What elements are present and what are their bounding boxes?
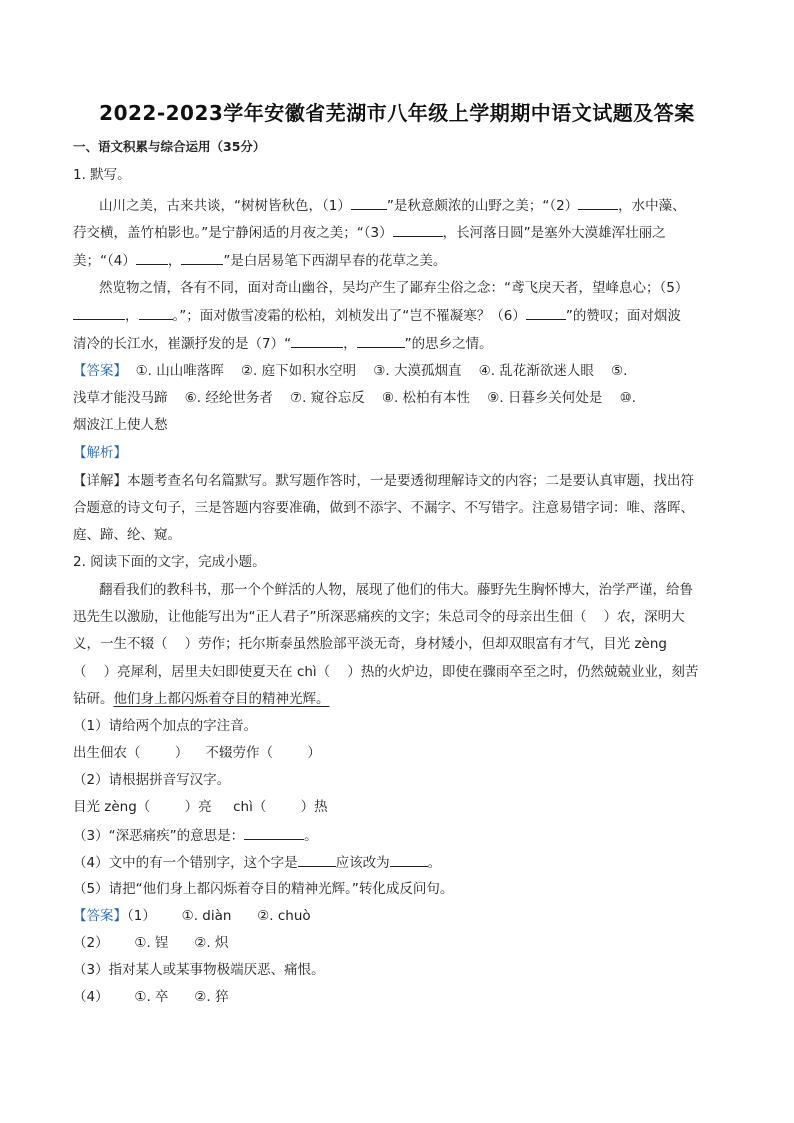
q1-passage-line <box>73 250 446 271</box>
fill-blank <box>298 852 336 867</box>
q2-answer-line: （3）指对某人或某事物极端厌恶、痛恨。 <box>73 962 325 978</box>
q2-answer-line: （2） ①. 锃 ②. 炽 <box>73 935 229 951</box>
text-segment: （4）文中的有一个错别字，这个字是 <box>73 855 298 871</box>
text-segment: ，长河落日圆”是塞外大漠雄浑壮丽之 <box>442 225 666 241</box>
text-segment: ”是白居易笔下西湖早春的花草之美。 <box>223 253 447 269</box>
q2-answer-line: （4） ①. 卒 ②. 猝 <box>73 989 229 1005</box>
fill-blank <box>357 333 405 348</box>
text-segment: 。”；面对傲雪凌霜的松柏，刘桢发出了“岂不罹凝寒？（6） <box>172 308 526 324</box>
analysis-tag: 【解析】 <box>73 445 127 461</box>
q1-answer-line: 烟波江上使人愁 <box>73 417 168 433</box>
text-segment: 应该改为 <box>335 855 390 871</box>
q2-passage-line: （ ）亮犀利，居里夫妇即使夏天在 chì（ ）热的火炉边，即使在骤雨卒至之时，仍然兢兢业业，刻苦 <box>73 664 699 680</box>
answer-tag: 【答案】 <box>73 363 127 379</box>
fill-blank <box>139 305 173 320</box>
text-segment: （3）“深恶痛疾”的意思是： <box>73 828 245 844</box>
subquestion-1: （1）请给两个加点的字注音。 <box>73 718 258 734</box>
text-segment: ， <box>343 336 357 352</box>
text-segment: ”的思乡之情。 <box>404 336 493 352</box>
underlined-sentence: 他们身上都闪烁着夺目的精神光辉。 <box>113 691 330 707</box>
q2-passage-line: 迅先生以激励，让他能写出为“正人君子”所深恶痛疾的文字；朱总司令的母亲出生佃（ ）农，深明大 <box>73 609 685 625</box>
fill-blank <box>244 825 304 840</box>
text-segment: ， <box>125 308 139 324</box>
text-segment: ”的赞叹；面对烟波 <box>565 308 681 324</box>
explanation-line: 合题意的诗文句子，三是答题内容要准确，做到不添字、不漏字、不写错字。注意易错字词：唯、落晖、 <box>73 500 694 516</box>
text-segment: ，水中藻、 <box>618 198 686 214</box>
fill-blank <box>526 305 566 320</box>
text-segment: 美；“（4） <box>73 253 136 269</box>
page-title: 2022-2023学年安徽省芜湖市八年级上学期期中语文试题及答案 <box>99 101 695 125</box>
explanation-line: 庭、蹄、纶、窥。 <box>73 527 181 543</box>
fill-blank <box>73 305 125 320</box>
q1-passage-line <box>73 222 666 243</box>
section-heading: 一、语文积累与综合运用（35分） <box>73 139 266 154</box>
text-segment: 山川之美，古来共谈，“树树皆秋色，（1） <box>99 198 351 214</box>
fill-blank <box>390 852 428 867</box>
detail-tag: 【详解】 <box>73 473 127 489</box>
explanation-line <box>73 471 694 491</box>
fill-blank <box>351 195 387 210</box>
fill-blank <box>136 250 168 265</box>
text-segment: 钻研。 <box>73 691 114 707</box>
q2-answer-line <box>73 906 311 926</box>
answer-text: （1） ①. diàn ②. chuò <box>127 908 311 924</box>
text-segment: 荇交横，盖竹柏影也。”是宁静闲适的月夜之美；“（3） <box>73 225 393 241</box>
explanation-text: 本题考查名句名篇默写。默写题作答时，一是要透彻理解诗文的内容；二是要认真审题，找出符 <box>127 473 694 489</box>
q2-passage-line: 翻看我们的教科书，那一个个鲜活的人物，展现了他们的伟大。藤野先生胸怀博大，治学严谨，给鲁 <box>99 582 693 598</box>
q1-passage-line: 然览物之情，各有不同，面对奇山幽谷，吴均产生了鄙弃尘俗之念：“鸢飞戾天者，望峰息心；（5） <box>99 280 689 296</box>
q2-passage-line <box>73 689 330 709</box>
text-segment: 。 <box>304 828 318 844</box>
fill-blank <box>578 195 618 210</box>
subquestion-2: （2）请根据拼音写汉字。 <box>73 772 231 788</box>
answer-tag: 【答案】 <box>73 908 127 924</box>
answer-text: ①. 山山唯落晖 ②. 庭下如积水空明 ③. 大漠孤烟直 ④. 乱花渐欲迷人眼 ⑤. <box>127 363 628 379</box>
subquestion-1-blanks: 出生佃农（ ） 不辍劳作（ ） <box>73 745 321 761</box>
fill-blank <box>181 250 223 265</box>
subquestion-4 <box>73 852 441 873</box>
fill-blank <box>393 222 443 237</box>
q1-passage-line <box>73 333 493 354</box>
text-segment: 清冷的长江水，崔灏抒发的是（7）“ <box>73 336 292 352</box>
text-segment: ， <box>167 253 182 269</box>
q1-passage-line <box>99 195 686 216</box>
q2-passage-line: 义，一生不辍（ ）劳作；托尔斯泰虽然脸部平淡无奇，身材矮小，但却双眼富有才气，目光 zèng <box>73 636 667 652</box>
q1-answer-line: 浅草才能没马蹄 ⑥. 经纶世务者 ⑦. 窥谷忘反 ⑧. 松柏有本性 ⑨. 日暮乡关何处是 ⑩. <box>73 390 636 406</box>
q1-passage-line <box>73 305 681 326</box>
question-1-label: 1. 默写。 <box>73 167 131 183</box>
subquestion-5: （5）请把“他们身上都闪烁着夺目的精神光辉。”转化成反问句。 <box>73 881 454 897</box>
q1-answer-line <box>73 361 627 381</box>
fill-blank <box>291 333 343 348</box>
question-2-label: 2. 阅读下面的文字，完成小题。 <box>73 554 266 570</box>
text-segment: ”是秋意颇浓的山野之美；“（2） <box>386 198 579 214</box>
subquestion-3 <box>73 825 318 846</box>
subquestion-2-blanks: 目光 zèng（ ）亮 chì（ ）热 <box>73 799 328 815</box>
text-segment: 。 <box>427 855 442 871</box>
